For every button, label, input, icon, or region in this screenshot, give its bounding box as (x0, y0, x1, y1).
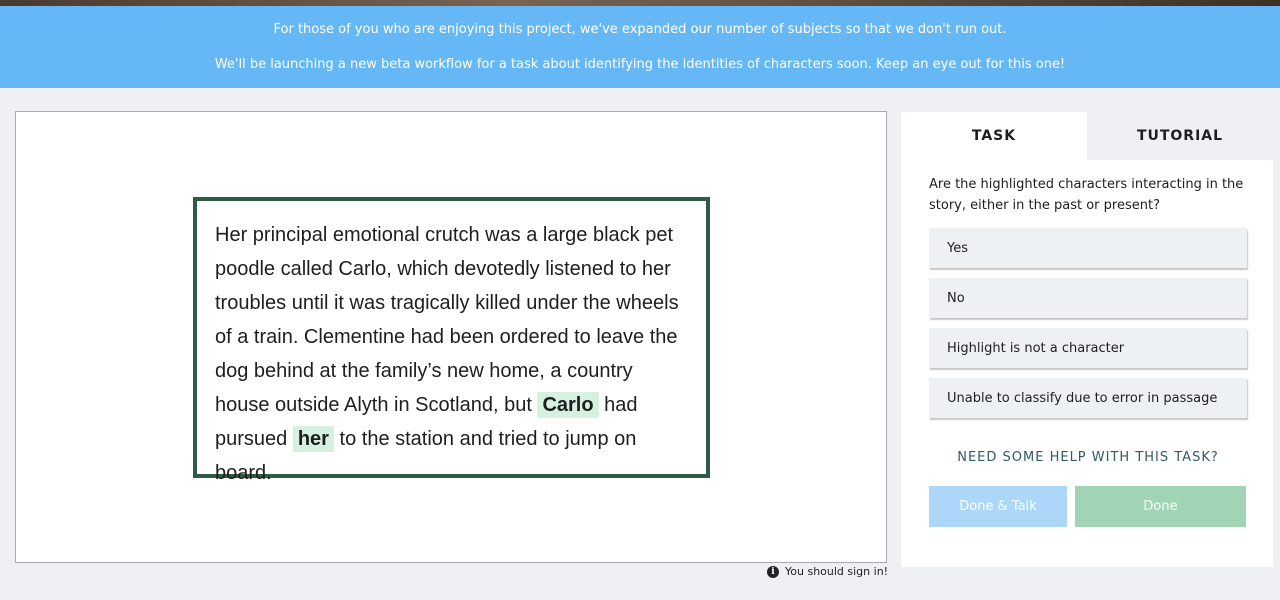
announcement-line-2: We'll be launching a new beta workflow for a task about identifying the identities of characters soon. Keep an eye out for this one! (214, 57, 1066, 72)
task-question: Are the highlighted characters interacting in the story, either in the past or present? (929, 177, 1244, 213)
highlight-character-2: her (293, 426, 334, 452)
passage-text-middle: had pursued (215, 394, 638, 450)
signin-notice[interactable] (767, 565, 888, 578)
announcement-banner (0, 6, 1280, 88)
tab-tutorial[interactable]: TUTORIAL (1087, 112, 1273, 160)
done-and-talk-button[interactable]: Done & Talk (929, 486, 1067, 527)
announcement-line-1: For those of you who are enjoying this project, we've expanded our number of subjects so that we don't run out. (273, 22, 1007, 37)
task-panel (901, 112, 1273, 567)
signin-text[interactable]: You should sign in! (785, 565, 889, 578)
info-icon: i (767, 566, 779, 578)
answer-passage-error-button[interactable]: Unable to classify due to error in passage (929, 378, 1247, 418)
answer-no-button[interactable]: No (929, 278, 1247, 318)
done-button[interactable]: Done (1075, 486, 1246, 527)
passage-text-before: Her principal emotional crutch was a large black pet poodle called Carlo, which devotedly listened to her troubles until it was tragically killed under the wheels of a train. Clementine had been ordered to leave the dog behind at the family’s new home, a country house outside Alyth in Scotland, but (215, 224, 679, 416)
answer-not-character-button[interactable]: Highlight is not a character (929, 328, 1247, 368)
passage-text-after: to the station and tried to jump on board. (215, 428, 637, 484)
subject-viewer (15, 111, 887, 563)
answer-yes-button[interactable]: Yes (929, 228, 1247, 268)
passage-box (193, 197, 710, 484)
highlight-character-1: Carlo (537, 392, 598, 418)
task-tabs (901, 112, 1273, 160)
task-help-link[interactable]: NEED SOME HELP WITH THIS TASK? (957, 450, 1219, 465)
tab-task[interactable]: TASK (901, 112, 1087, 160)
